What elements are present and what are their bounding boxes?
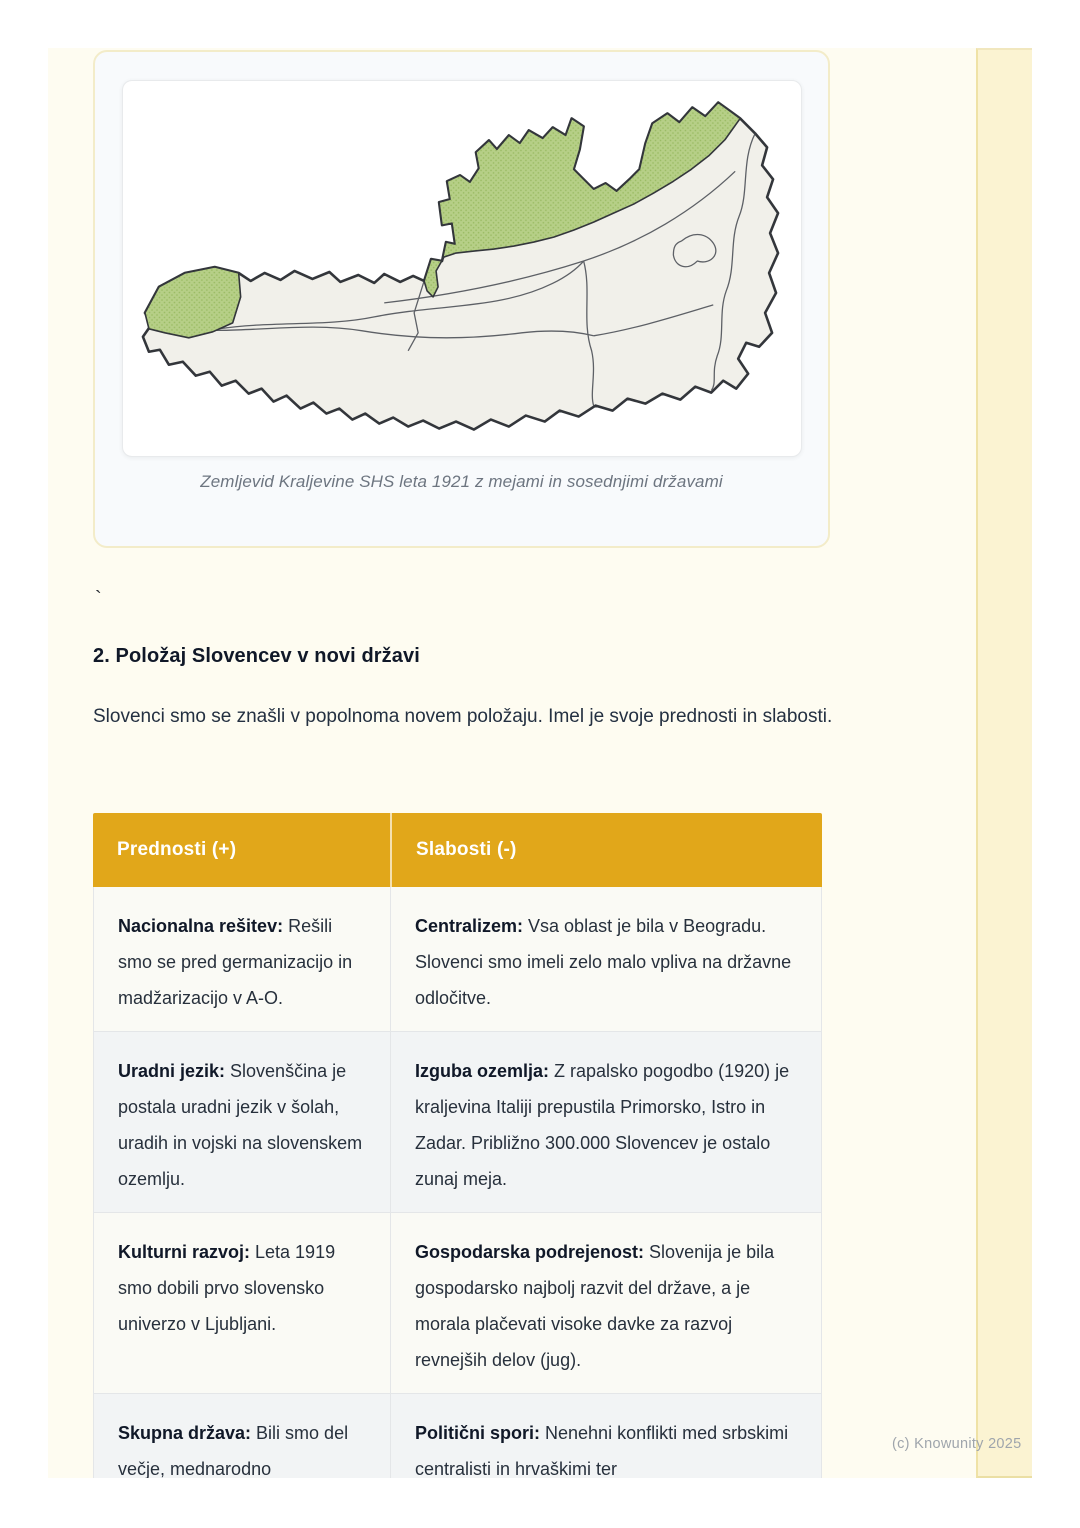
- table-cell-pro: Uradni jezik: Slovenščina je postala uradni jezik v šolah, uradih in vojski na slovenskem ozemlju.: [118, 1061, 363, 1189]
- content-panel: [48, 48, 1032, 1478]
- intro-paragraph: Slovenci smo se znašli v popolnoma novem položaju. Imel je svoje prednosti in slabosti.: [93, 706, 833, 727]
- table-row: [94, 1212, 821, 1393]
- table-cell-pro: Nacionalna rešitev: Rešili smo se pred germanizacijo in madžarizacijo v A-O.: [118, 916, 353, 1008]
- table-cell-pro: Skupna država: Bili smo del večje, mednarodno: [118, 1423, 349, 1478]
- austria-provinces-map-icon: [123, 81, 801, 456]
- table-cell-pro: Kulturni razvoj: Leta 1919 smo dobili prvo slovensko univerzo v Ljubljani.: [118, 1242, 336, 1334]
- table-header-row: [93, 813, 822, 887]
- table-cell-con: Centralizem: Vsa oblast je bila v Beogradu. Slovenci smo imeli zelo malo vpliva na državne odločitve.: [390, 887, 821, 1031]
- table-cell-con: Izguba ozemlja: Z rapalsko pogodbo (1920) je kraljevina Italiji prepustila Primorsko, Istro in Zadar. Približno 300.000 Slovencev je ostalo zunaj meja.: [390, 1032, 821, 1212]
- highlight-stripe: [976, 48, 1032, 1478]
- stray-backtick: `: [95, 588, 102, 610]
- table-body: [93, 887, 822, 1478]
- table-row: [94, 1031, 821, 1212]
- pros-cons-table: [93, 813, 822, 1478]
- table-row: [94, 887, 821, 1031]
- column-header-slabosti: Slabosti (-): [390, 813, 822, 887]
- column-header-prednosti: Prednosti (+): [117, 839, 237, 860]
- figure-card: [93, 50, 830, 548]
- map-card: [122, 80, 802, 457]
- section-heading: 2. Položaj Slovencev v novi državi: [93, 645, 420, 667]
- table-cell-con: Gospodarska podrejenost: Slovenija je bila gospodarsko najbolj razvit del države, a je morala plačevati visoke davke za razvoj revnejših delov (jug).: [390, 1213, 821, 1393]
- table-row: [94, 1393, 821, 1478]
- figure-caption: Zemljevid Kraljevine SHS leta 1921 z mejami in sosednjimi državami: [200, 472, 723, 491]
- table-cell-con: Politični spori: Nenehni konflikti med srbskimi centralisti in hrvaškimi ter: [390, 1394, 821, 1478]
- watermark: (c) Knowunity 2025: [892, 1436, 1022, 1452]
